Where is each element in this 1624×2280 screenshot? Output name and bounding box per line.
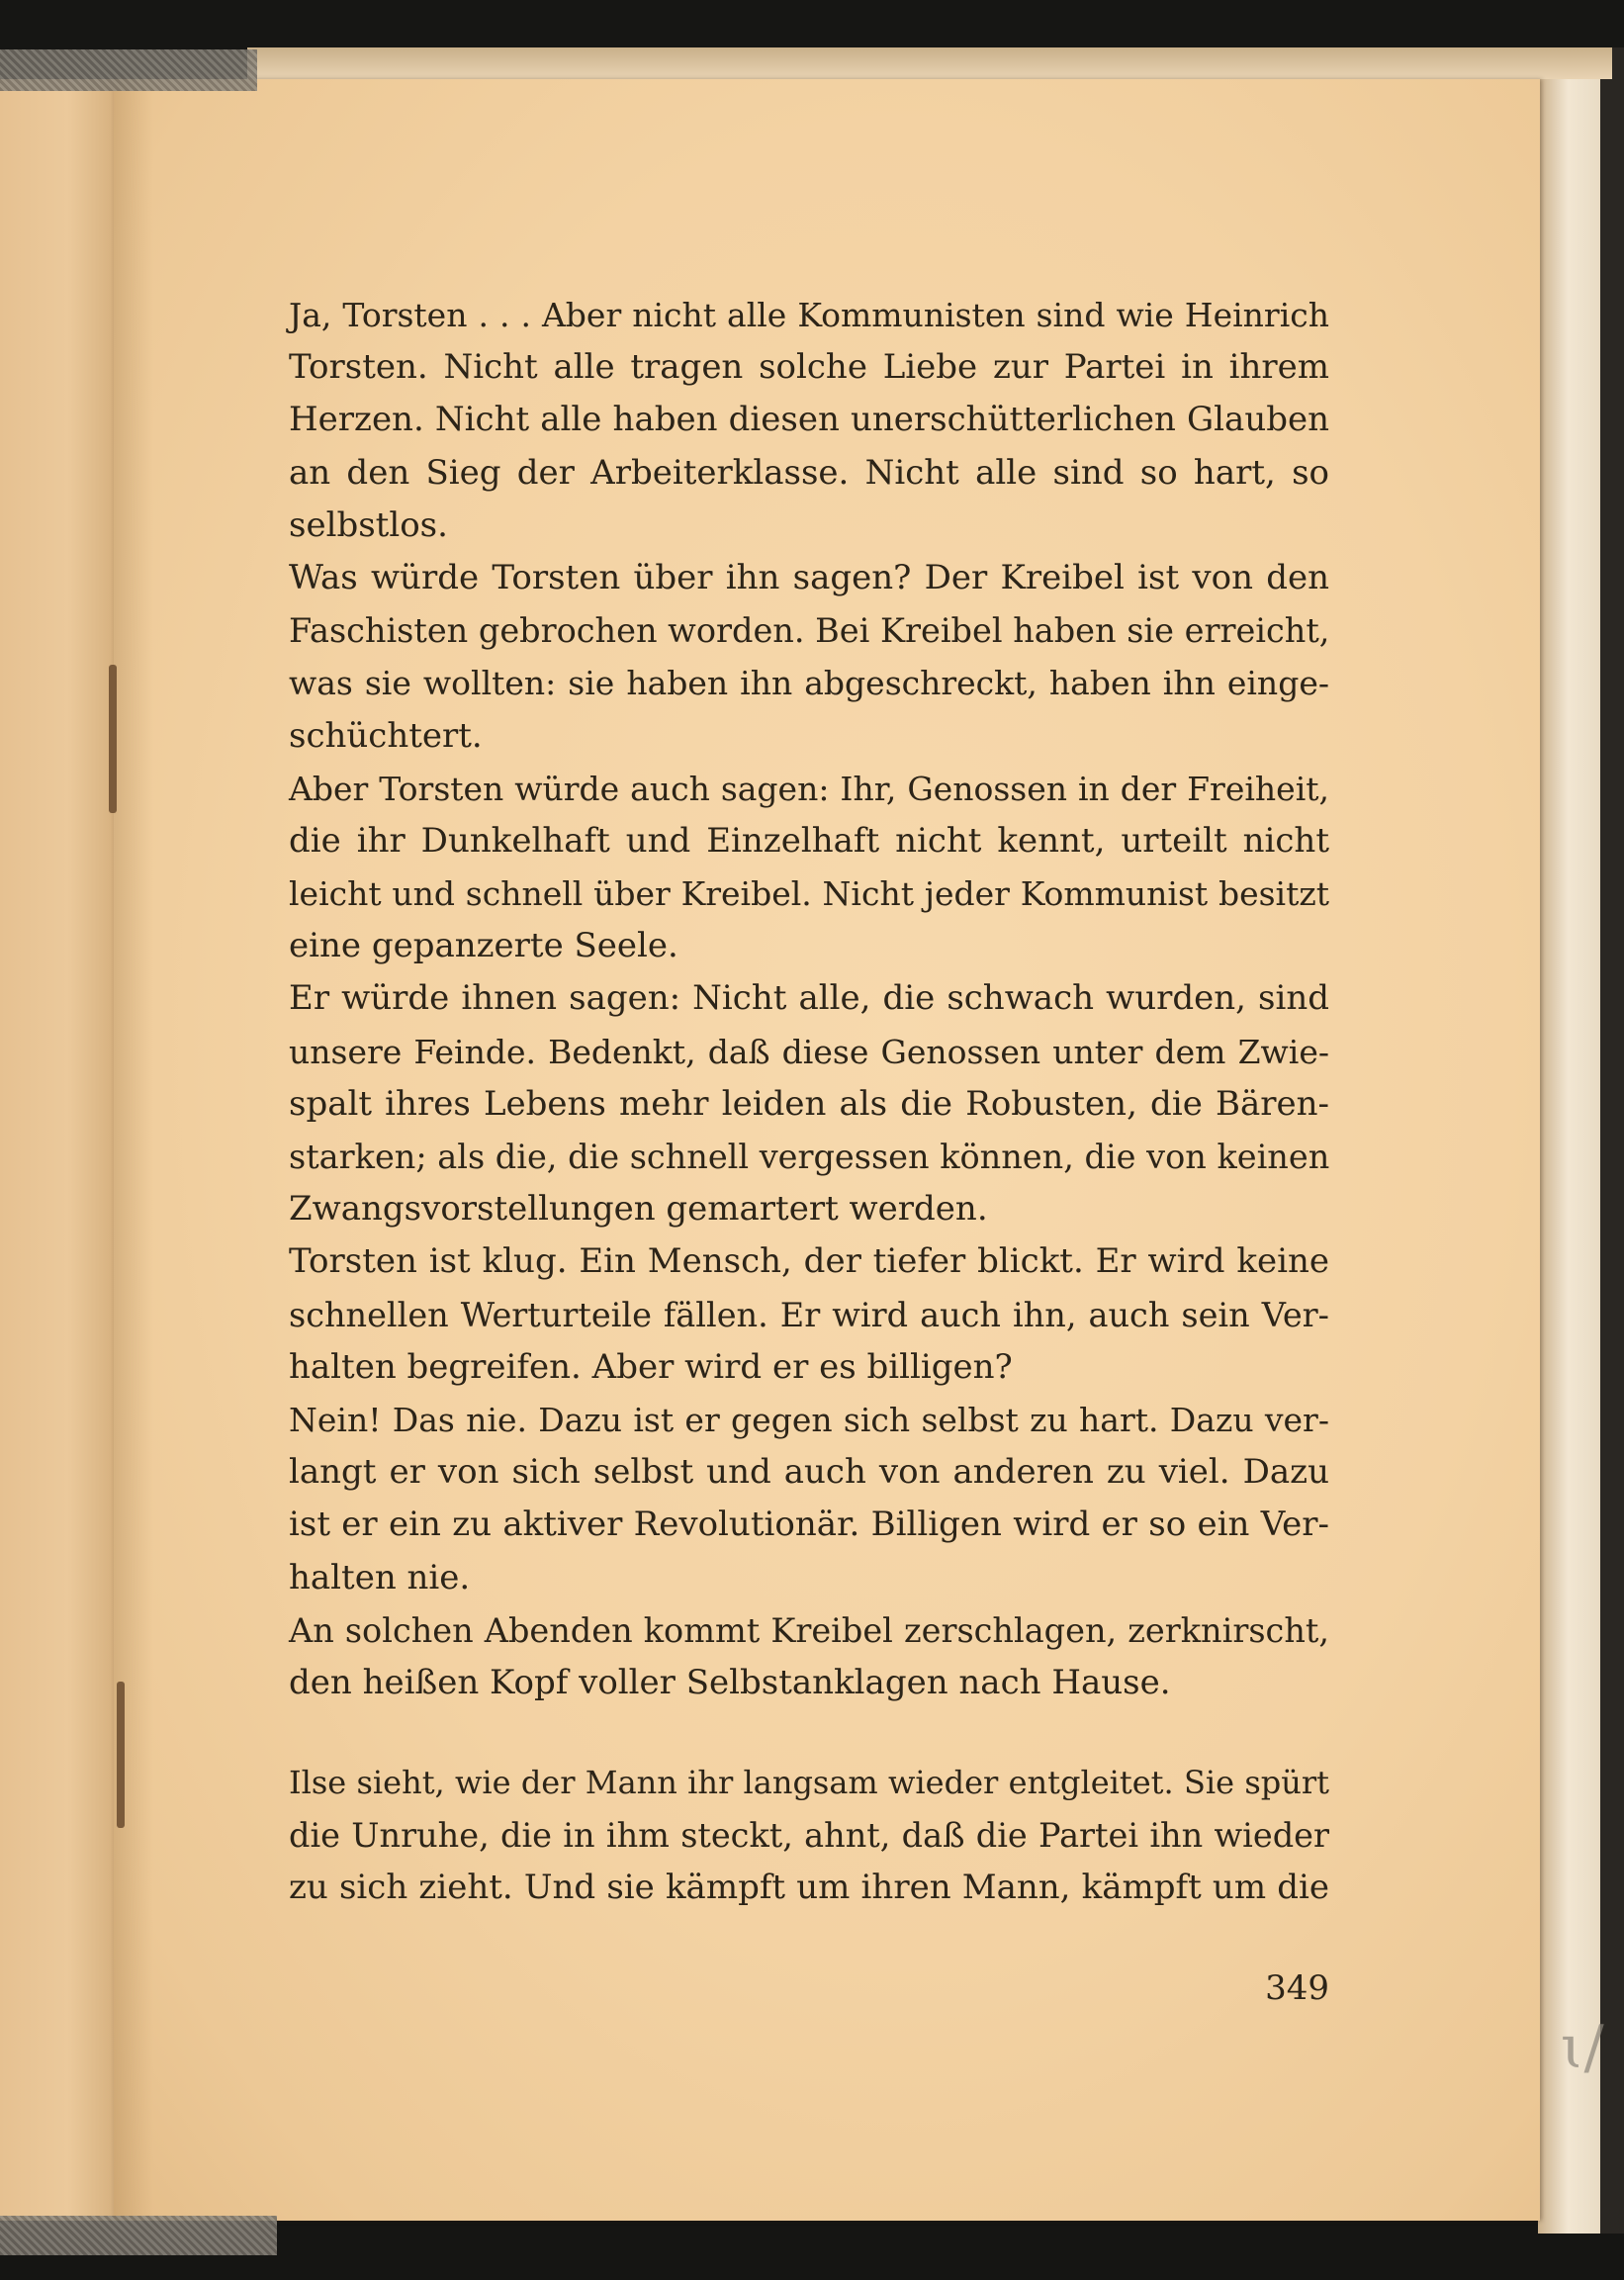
text-line: halten begreifen. Aber wird er es billigen? (289, 1346, 1013, 1387)
text-line: zu sich zieht. Und sie kämpft um ihren Mann, kämpft um die (289, 1868, 1329, 1908)
text-line: Ja, Torsten . . . Aber nicht alle Kommunisten sind wie Heinrich (289, 296, 1329, 334)
gutter-shadow (114, 79, 153, 2221)
binding-stitch (109, 665, 117, 813)
book-cover-edge (1600, 47, 1624, 2234)
text-line: was sie wollten: sie haben ihn abgeschreckt, haben ihn einge- (289, 664, 1329, 703)
text-line: die Unruhe, die in ihm steckt, ahnt, daß die Partei ihn wieder (289, 1816, 1329, 1856)
binding-stitch (117, 1682, 125, 1828)
text-line: Zwangsvorstellungen gemartert werden. (289, 1189, 988, 1230)
text-line: selbstlos. (289, 504, 448, 545)
text-line: Ilse sieht, wie der Mann ihr langsam wieder entgleitet. Sie spürt (289, 1764, 1329, 1802)
text-line: Aber Torsten würde auch sagen: Ihr, Genossen in der Freiheit, (289, 769, 1329, 808)
text-line: Was würde Torsten über ihn sagen? Der Kreibel ist von den (289, 557, 1329, 597)
text-line: die ihr Dunkelhaft und Einzelhaft nicht kennt, urteilt nicht (289, 820, 1329, 861)
page-number: 349 (1265, 1968, 1329, 2008)
text-line: schnellen Werturteile fällen. Er wird auch ihn, auch sein Ver- (289, 1295, 1329, 1334)
spine-cloth-top (0, 49, 257, 91)
text-line: den heißen Kopf voller Selbstanklagen nach Hause. (289, 1662, 1171, 1702)
text-line: Nein! Das nie. Dazu ist er gegen sich selbst zu hart. Dazu ver- (289, 1400, 1329, 1439)
text-line: unsere Feinde. Bedenkt, daß diese Genossen unter dem Zwie- (289, 1032, 1329, 1071)
text-line: Faschisten gebrochen worden. Bei Kreibel haben sie erreicht, (289, 611, 1330, 651)
pencil-mark: ɩ/ (1561, 2013, 1604, 2082)
text-line: halten nie. (289, 1557, 471, 1597)
text-line: An solchen Abenden kommt Kreibel zerschlagen, zerknirscht, (289, 1610, 1329, 1650)
text-line: an den Sieg der Arbeiterklasse. Nicht alle sind so hart, so (289, 452, 1329, 493)
text-line: spalt ihres Lebens mehr leiden als die Robusten, die Bären- (289, 1083, 1329, 1124)
section-break (289, 1709, 1329, 1757)
text-line: eine gepanzerte Seele. (289, 926, 678, 966)
text-line: Er würde ihnen sagen: Nicht alle, die schwach wurden, sind (289, 978, 1329, 1019)
text-line: Torsten. Nicht alle tragen solche Liebe zur Partei in ihrem (289, 347, 1329, 388)
body-text (289, 289, 1329, 1915)
text-line: Herzen. Nicht alle haben diesen unerschütterlichen Glauben (289, 400, 1329, 440)
text-line: schüchtert. (289, 715, 483, 756)
text-line: ist er ein zu aktiver Revolutionär. Billigen wird er so ein Ver- (289, 1505, 1329, 1545)
text-line: starken; als die, die schnell vergessen können, die von keinen (289, 1138, 1330, 1176)
page-top-edge (247, 47, 1612, 79)
text-line: langt er von sich selbst und auch von anderen zu viel. Dazu (289, 1452, 1329, 1493)
text-line: Torsten ist klug. Ein Mensch, der tiefer blickt. Er wird keine (289, 1241, 1329, 1282)
text-line: leicht und schnell über Kreibel. Nicht jeder Kommunist besitzt (289, 874, 1329, 914)
spine-cloth-bottom (0, 2216, 277, 2255)
facing-page-edge (0, 79, 124, 2221)
